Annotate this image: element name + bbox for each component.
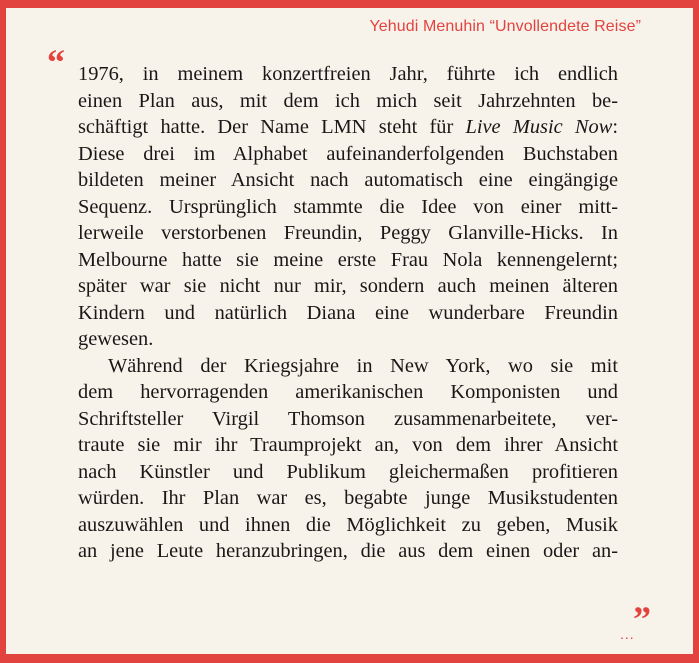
text-line: Melbourne hatte sie meine erste Frau Nola kennengelernt; <box>78 248 618 271</box>
paragraph-1 <box>78 61 618 353</box>
text-line: Während der Kriegsjahre in New York, wo sie mit <box>108 354 618 377</box>
text-line-with-italic: schäftigt hatte. Der Name LMN steht für Live Music Now: <box>78 116 618 138</box>
quoted-text <box>78 61 618 565</box>
text-line: an jene Leute heranzubringen, die aus dem einen oder an- <box>78 540 618 562</box>
text-line: gewesen. <box>78 328 154 350</box>
text-line: bildeten meiner Ansicht nach automatisch eine eingängige <box>78 169 618 191</box>
text-line: später war sie nicht nur mir, sondern auch meinen älteren <box>78 275 618 297</box>
closing-quote-mark: ” <box>633 599 651 639</box>
text-line: nach Künstler und Publikum gleichermaßen profitieren <box>78 460 618 483</box>
text-line: traute sie mir ihr Traumprojekt an, von dem ihrer Ansicht <box>78 434 618 456</box>
opening-quote-mark: “ <box>47 42 65 82</box>
text-line: Diese drei im Alphabet aufeinanderfolgenden Buchstaben <box>78 142 618 165</box>
text-line: Sequenz. Ursprünglich stammte die Idee von einer mitt- <box>78 195 618 218</box>
text-line: 1976, in meinem konzertfreien Jahr, führte ich endlich <box>78 63 618 85</box>
text-line: würden. Ihr Plan war es, begabte junge Musikstudenten <box>78 487 618 509</box>
text-line: dem hervorragenden amerikanischen Komponisten und <box>78 381 618 403</box>
text-line: Schriftsteller Virgil Thomson zusammenarbeitete, ver- <box>78 407 618 430</box>
continuation-ellipsis: ... <box>620 626 635 642</box>
text-line: einen Plan aus, mit dem ich mich seit Jahrzehnten be- <box>78 89 618 112</box>
book-caption: Yehudi Menuhin “Unvollendete Reise” <box>369 18 641 35</box>
text-line: Kindern und natürlich Diana eine wunderbare Freundin <box>78 301 618 324</box>
paragraph-2 <box>78 353 618 565</box>
italic-title: Live Music Now <box>465 116 613 138</box>
text-line: lerweile verstorbenen Freundin, Peggy Glanville-Hicks. In <box>78 222 618 244</box>
text-line: auszuwählen und ihnen die Möglichkeit zu geben, Musik <box>78 513 618 536</box>
